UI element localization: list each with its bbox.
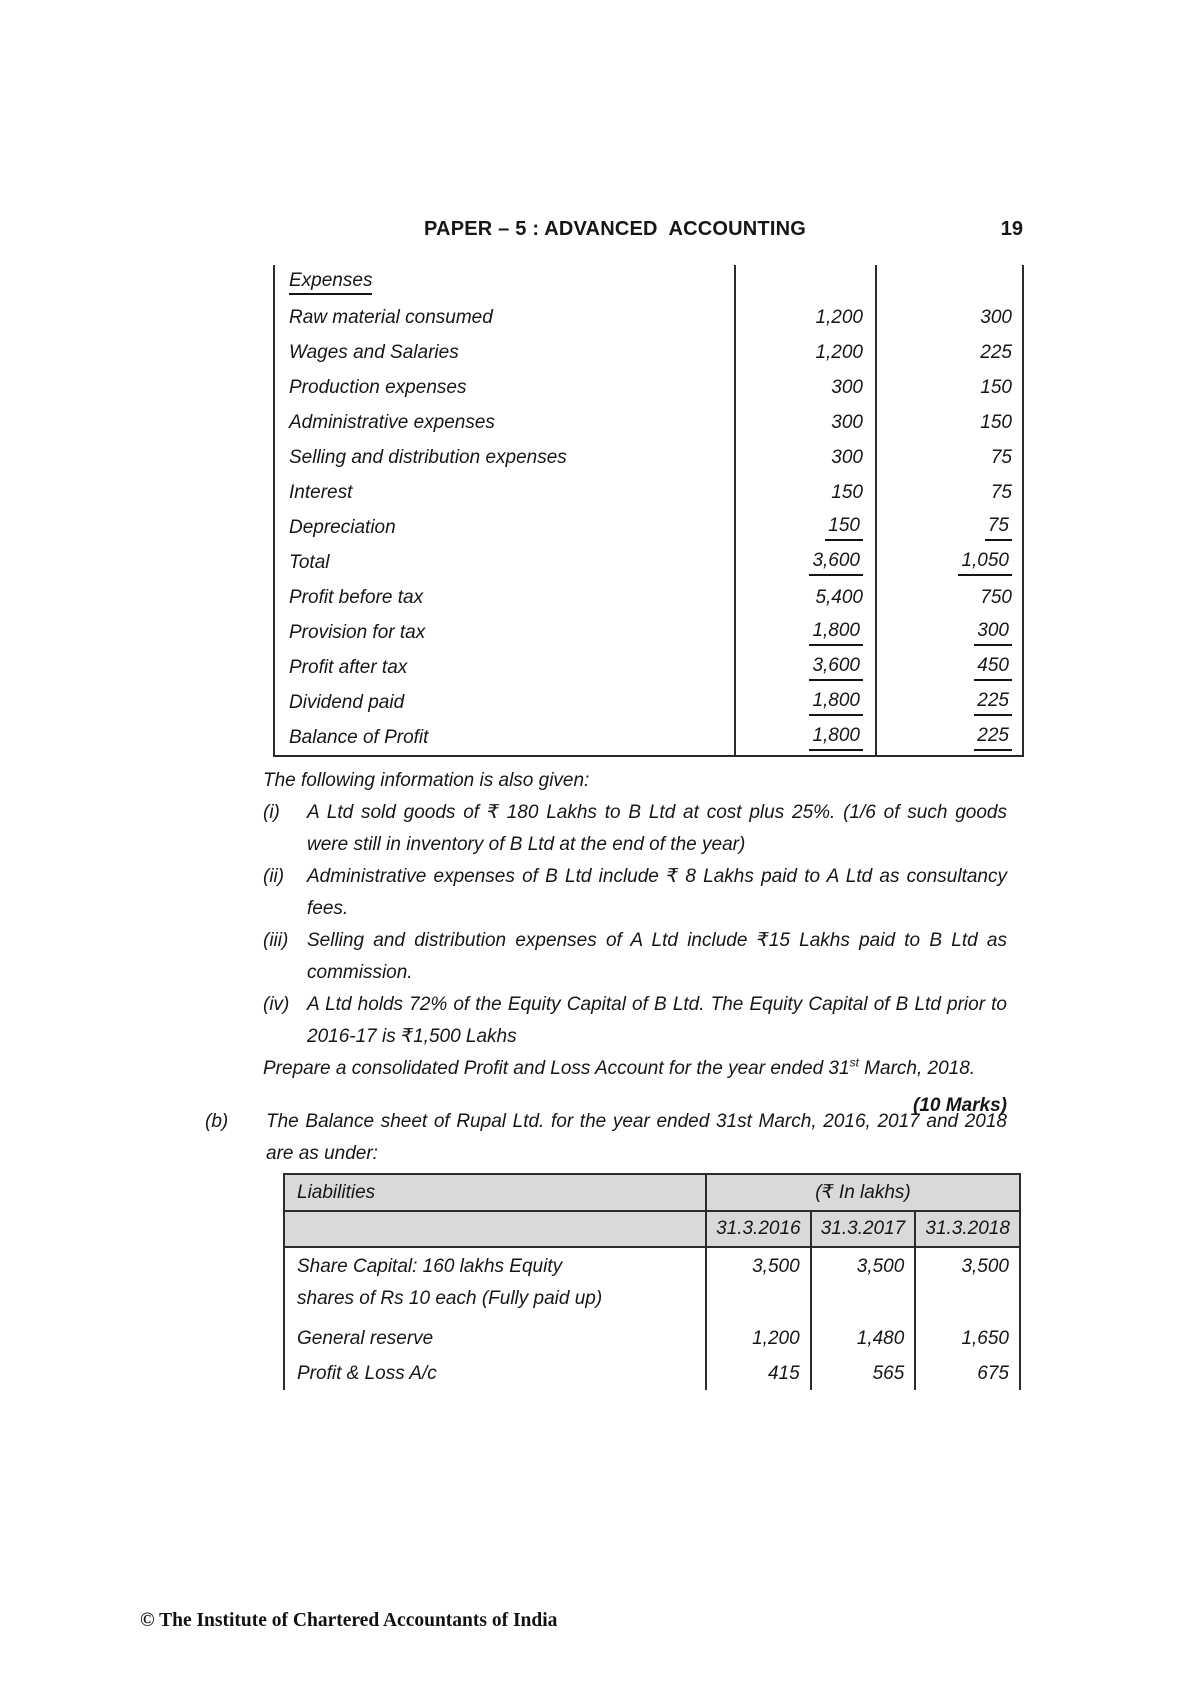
- expense-label: [274, 580, 735, 615]
- expense-label: [274, 545, 735, 580]
- expense-label: [274, 405, 735, 440]
- balance-row-value: 1,200: [706, 1320, 811, 1355]
- cell-value: 3,600: [809, 550, 863, 576]
- expense-row: [274, 370, 1023, 405]
- expense-value-col-b: [876, 265, 1023, 300]
- lakhs-header: (₹ In lakhs): [706, 1174, 1020, 1211]
- note-item: [263, 861, 1007, 925]
- expense-row: [274, 405, 1023, 440]
- year-header: 31.3.2016: [706, 1211, 811, 1247]
- cell-value: 300: [980, 306, 1012, 328]
- expense-heading: Expenses: [289, 270, 372, 295]
- balance-row-value: 675: [915, 1355, 1020, 1390]
- balance-row: [284, 1320, 1020, 1355]
- expense-row: [274, 685, 1023, 720]
- cell-value: 1,800: [809, 620, 863, 646]
- balance-row-label: [284, 1247, 706, 1320]
- expense-label-text: Selling and distribution expenses: [289, 446, 567, 468]
- expense-table: [273, 265, 1024, 757]
- cell-value: 300: [831, 376, 863, 398]
- cell-value: 750: [980, 586, 1012, 608]
- cell-value: 225: [974, 690, 1012, 716]
- expense-value-col-b: [876, 335, 1023, 370]
- expense-row: [274, 545, 1023, 580]
- expense-label: [274, 300, 735, 335]
- balance-label-line: Profit & Loss A/c: [297, 1363, 437, 1384]
- expense-label-text: Provision for tax: [289, 621, 426, 643]
- empty-header-cell: [284, 1211, 706, 1247]
- balance-row-value: 415: [706, 1355, 811, 1390]
- expense-label: [274, 265, 735, 300]
- expense-row: [274, 440, 1023, 475]
- cell-value: 1,800: [809, 725, 863, 751]
- balance-row-value: 3,500: [706, 1247, 811, 1320]
- note-marker: (i): [263, 802, 280, 823]
- expense-label-text: Wages and Salaries: [289, 341, 459, 363]
- expense-label: [274, 475, 735, 510]
- cell-value: 300: [831, 446, 863, 468]
- cell-value: 225: [974, 725, 1012, 751]
- cell-value: 75: [985, 515, 1012, 541]
- balance-row-value: 3,500: [811, 1247, 916, 1320]
- expense-label-text: Profit after tax: [289, 656, 408, 678]
- expense-value-col-b: [876, 615, 1023, 650]
- expense-value-col-a: [735, 440, 876, 475]
- expense-label: [274, 335, 735, 370]
- expense-label-text: Raw material consumed: [289, 306, 493, 328]
- balance-sheet-table: [283, 1173, 1021, 1390]
- balance-label-line: Share Capital: 160 lakhs Equity: [297, 1256, 563, 1277]
- cell-value: 75: [990, 446, 1012, 468]
- expense-value-col-a: [735, 685, 876, 720]
- cell-value: 75: [990, 481, 1012, 503]
- expense-row: [274, 510, 1023, 545]
- note-text: A Ltd holds 72% of the Equity Capital of B Ltd. The Equity Capital of B Ltd prior to 2016-17 is ₹1,500 Lakhs: [307, 994, 1007, 1047]
- note-text: Administrative expenses of B Ltd include ₹ 8 Lakhs paid to A Ltd as consultancy fees.: [307, 866, 1007, 919]
- expense-value-col-b: [876, 510, 1023, 545]
- balance-label-line: shares of Rs 10 each (Fully paid up): [297, 1288, 603, 1309]
- expense-value-col-b: [876, 300, 1023, 335]
- expense-value-col-a: [735, 475, 876, 510]
- balance-row-label: [284, 1320, 706, 1355]
- expense-row: [274, 475, 1023, 510]
- expense-value-col-a: [735, 580, 876, 615]
- balance-row-value: 3,500: [915, 1247, 1020, 1320]
- balance-row-value: 1,650: [915, 1320, 1020, 1355]
- expense-row: [274, 265, 1023, 300]
- balance-header-row-2: [284, 1211, 1020, 1247]
- cell-value: 150: [980, 376, 1012, 398]
- part-b-text: The Balance sheet of Rupal Ltd. for the year ended 31st March, 2016, 2017 and 2018 are as under:: [266, 1111, 1007, 1164]
- expense-value-col-b: [876, 545, 1023, 580]
- cell-value: 300: [831, 411, 863, 433]
- expense-value-col-b: [876, 685, 1023, 720]
- expense-value-col-a: [735, 615, 876, 650]
- expense-label: [274, 370, 735, 405]
- notes-intro: The following information is also given:: [263, 770, 590, 791]
- expense-label-text: Total: [289, 551, 330, 573]
- expense-label-text: Balance of Profit: [289, 726, 429, 748]
- balance-label-line: General reserve: [297, 1328, 434, 1349]
- note-marker: (iv): [263, 994, 290, 1015]
- cell-value: 1,050: [958, 550, 1012, 576]
- cell-value: 300: [974, 620, 1012, 646]
- cell-value: 1,200: [815, 341, 863, 363]
- note-item: [263, 797, 1007, 861]
- cell-value: 3,600: [809, 655, 863, 681]
- expense-label-text: Production expenses: [289, 376, 467, 398]
- expense-label: [274, 440, 735, 475]
- note-text: Selling and distribution expenses of A Ltd include ₹15 Lakhs paid to B Ltd as commission.: [307, 930, 1007, 983]
- note-marker: (ii): [263, 866, 285, 887]
- expense-value-col-b: [876, 720, 1023, 756]
- expense-value-col-a: [735, 545, 876, 580]
- balance-row: [284, 1247, 1020, 1320]
- footer-copyright: © The Institute of Chartered Accountants of India: [140, 1610, 558, 1631]
- expense-label-text: Administrative expenses: [289, 411, 495, 433]
- page-number: 19: [1000, 218, 1023, 240]
- expense-label-text: Depreciation: [289, 516, 396, 538]
- note-text: A Ltd sold goods of ₹ 180 Lakhs to B Ltd at cost plus 25%. (1/6 of such goods were still in inventory of B Ltd at the end of the year): [307, 802, 1007, 855]
- part-b-marker: (b): [205, 1111, 229, 1132]
- cell-value: 450: [974, 655, 1012, 681]
- prepare-text-end: March, 2018.: [858, 1058, 976, 1079]
- expense-row: [274, 615, 1023, 650]
- expense-label: [274, 720, 735, 756]
- expense-value-col-b: [876, 650, 1023, 685]
- balance-row-value: 565: [811, 1355, 916, 1390]
- prepare-text: Prepare a consolidated Profit and Loss Account for the year ended 31: [263, 1058, 850, 1079]
- expense-label: [274, 685, 735, 720]
- expense-table-body: [274, 265, 1023, 756]
- expense-value-col-a: [735, 510, 876, 545]
- expense-value-col-b: [876, 370, 1023, 405]
- expense-value-col-a: [735, 405, 876, 440]
- expense-label: [274, 615, 735, 650]
- notes-items: [263, 797, 1007, 1053]
- note-item: [263, 925, 1007, 989]
- balance-row: [284, 1355, 1020, 1390]
- expense-row: [274, 335, 1023, 370]
- balance-header-row-1: [284, 1174, 1020, 1211]
- expense-value-col-a: [735, 370, 876, 405]
- page-header: [205, 216, 1025, 242]
- balance-row-label: [284, 1355, 706, 1390]
- expense-value-col-a: [735, 650, 876, 685]
- expense-label-text: Dividend paid: [289, 691, 405, 713]
- balance-row-value: 1,480: [811, 1320, 916, 1355]
- note-marker: (iii): [263, 930, 289, 951]
- expense-row: [274, 580, 1023, 615]
- prepare-instruction: [263, 1053, 1007, 1085]
- cell-value: 150: [831, 481, 863, 503]
- expense-row: [274, 720, 1023, 756]
- expense-value-col-b: [876, 475, 1023, 510]
- cell-value: 1,200: [815, 306, 863, 328]
- expense-row: [274, 300, 1023, 335]
- expense-label-text: Interest: [289, 481, 353, 503]
- expense-label: [274, 650, 735, 685]
- marks-label: (10 Marks): [913, 1095, 1007, 1116]
- page-title: PAPER – 5 : ADVANCED ACCOUNTING: [424, 218, 806, 240]
- expense-value-col-a: [735, 720, 876, 756]
- liabilities-header: Liabilities: [284, 1174, 706, 1211]
- year-header: 31.3.2018: [915, 1211, 1020, 1247]
- expense-value-col-a: [735, 265, 876, 300]
- cell-value: 1,800: [809, 690, 863, 716]
- note-item: [263, 989, 1007, 1053]
- expense-label: [274, 510, 735, 545]
- cell-value: 150: [980, 411, 1012, 433]
- cell-value: 5,400: [815, 586, 863, 608]
- expense-value-col-b: [876, 405, 1023, 440]
- notes-section: [263, 765, 1007, 1122]
- ordinal-superscript: st: [849, 1055, 859, 1070]
- part-b-paragraph: [205, 1106, 1007, 1170]
- expense-value-col-a: [735, 300, 876, 335]
- cell-value: 225: [980, 341, 1012, 363]
- expense-value-col-b: [876, 440, 1023, 475]
- expense-row: [274, 650, 1023, 685]
- cell-value: 150: [825, 515, 863, 541]
- expense-value-col-b: [876, 580, 1023, 615]
- expense-value-col-a: [735, 335, 876, 370]
- year-header: 31.3.2017: [811, 1211, 916, 1247]
- expense-label-text: Profit before tax: [289, 586, 424, 608]
- balance-table-body: [284, 1247, 1020, 1390]
